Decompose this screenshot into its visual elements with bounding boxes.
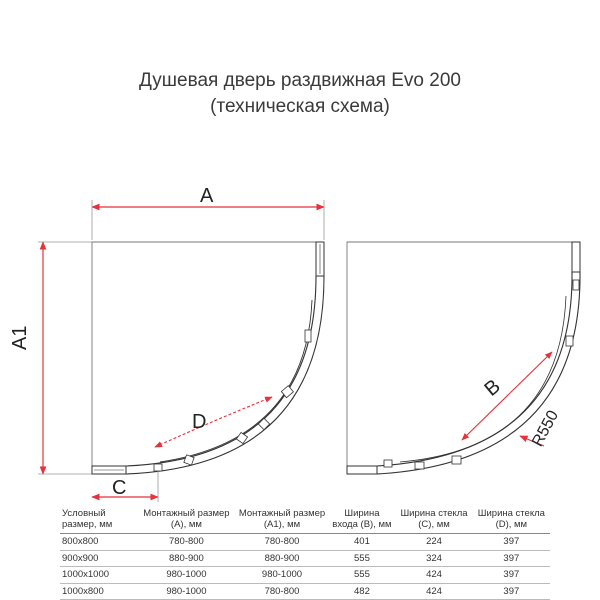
label-radius: R550	[529, 407, 563, 450]
title-line-1: Душевая дверь раздвижная Evo 200	[139, 70, 461, 91]
table-cell: 555	[329, 550, 396, 567]
glass-panel-fixed	[160, 300, 312, 462]
fitting	[566, 336, 573, 346]
table-cell: 780-800	[236, 583, 329, 600]
table-cell: 482	[329, 583, 396, 600]
table-cell: 397	[473, 583, 550, 600]
fitting	[258, 418, 269, 429]
table-cell: 1000x1000	[60, 567, 137, 584]
table-cell: 780-800	[137, 534, 235, 551]
table-cell: 555	[329, 567, 396, 584]
table-cell: 780-800	[236, 534, 329, 551]
table-cell: 880-900	[236, 550, 329, 567]
wall-profile-right-2	[572, 242, 580, 272]
fitting	[452, 456, 461, 464]
label-a1: A1	[9, 325, 31, 350]
fitting	[236, 432, 247, 443]
column-header: Ширина стекла (С), мм	[395, 506, 472, 534]
label-c: C	[112, 477, 127, 499]
table-cell: 397	[473, 567, 550, 584]
table-cell: 900x900	[60, 550, 137, 567]
label-a: A	[200, 185, 214, 207]
specification-table	[60, 506, 550, 600]
left-diagram	[38, 200, 324, 502]
fitting	[384, 460, 392, 467]
door-fittings-2	[384, 280, 579, 469]
dimension-d-arc	[155, 397, 272, 447]
fitting	[305, 330, 311, 342]
fitting	[573, 280, 579, 290]
label-b: B	[480, 375, 505, 401]
table-cell: 397	[473, 550, 550, 567]
table-row	[60, 550, 550, 567]
column-header: Ширина входа (В), мм	[329, 506, 396, 534]
fitting	[154, 464, 162, 471]
table-cell: 980-1000	[236, 567, 329, 584]
column-header: Ширина стекла (D), мм	[473, 506, 550, 534]
label-d: D	[192, 411, 207, 433]
door-track-inner	[126, 276, 316, 466]
wall-profile-bottom-2	[347, 466, 377, 474]
wall-outline	[92, 242, 324, 474]
table-cell: 401	[329, 534, 396, 551]
table-cell: 800x800	[60, 534, 137, 551]
table-cell: 880-900	[137, 550, 235, 567]
fitting	[415, 462, 424, 469]
title-line-2: (техническая схема)	[210, 96, 390, 117]
table-cell: 324	[395, 550, 472, 567]
column-header: Условный размер, мм	[60, 506, 137, 534]
table-cell: 980-1000	[137, 583, 235, 600]
table-cell: 224	[395, 534, 472, 551]
table-cell: 1000x800	[60, 583, 137, 600]
column-header: Монтажный размер (А1), мм	[236, 506, 329, 534]
table-cell: 424	[395, 567, 472, 584]
table-row	[60, 567, 550, 584]
table-cell: 424	[395, 583, 472, 600]
table-cell: 980-1000	[137, 567, 235, 584]
column-header: Монтажный размер (А), мм	[137, 506, 235, 534]
table-header-row	[60, 506, 550, 534]
table-row	[60, 583, 550, 600]
table-cell: 397	[473, 534, 550, 551]
table-row	[60, 534, 550, 551]
